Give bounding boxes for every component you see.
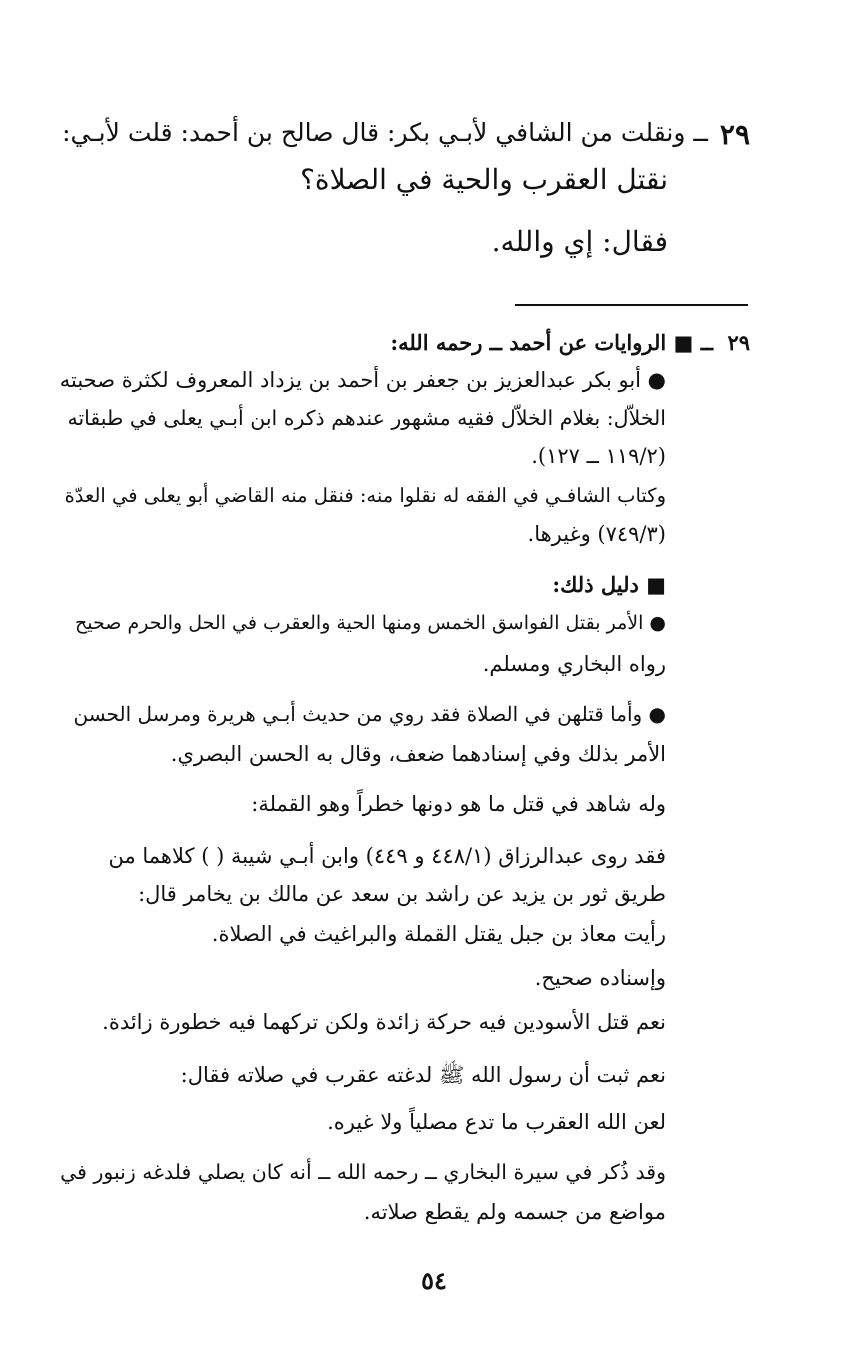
footnote-heading: ــ ■ الروايات عن أحمد ــ رحمه الله: <box>390 330 713 355</box>
footnote-line: ● أبو بكر عبدالعزيز بن جعفر بن أحمد بن يزداد المعروف لكثرة صحبته <box>59 368 666 392</box>
main-line-1: ــ ونقلت من الشافي لأبـي بكر: قال صالح بن أحمد: قلت لأبـي: <box>62 118 708 147</box>
footnote-separator <box>515 304 748 306</box>
entry-number: ٢٩ <box>719 118 750 151</box>
footnote-line: نعم قتل الأسودين فيه حركة زائدة ولكن تركهما فيه خطورة زائدة. <box>102 1010 666 1034</box>
footnote-subheading: ■ دليل ذلك: <box>552 572 666 597</box>
main-line-2: نقتل العقرب والحية في الصلاة؟ <box>300 163 668 196</box>
footnote-line: نعم ثبت أن رسول الله ﷺ لدغته عقرب في صلاته فقال: <box>180 1063 666 1087</box>
footnote-line: لعن الله العقرب ما تدع مصلياً ولا غيره. <box>327 1110 666 1134</box>
footnote-line: رواه البخاري ومسلم. <box>482 652 666 676</box>
footnote-line: ● وأما قتلهن في الصلاة فقد روي من حديث أبـي هريرة ومرسل الحسن <box>73 702 666 726</box>
footnote-line: فقد روى عبدالرزاق (٤٤٨/١ و ٤٤٩) وابن أبـي شيبة ( ) كلاهما من <box>108 844 666 868</box>
footnote-line: وإسناده صحيح. <box>534 966 666 990</box>
footnote-line: وكتاب الشافـي في الفقه له نقلوا منه: فنقل منه القاضي أبو يعلى في العدّة <box>64 484 666 507</box>
footnote-line: طريق ثور بن يزيد عن راشد بن سعد عن مالك بن يخامر قال: <box>138 882 666 906</box>
footnote-line: (٧٤٩/٣) وغيرها. <box>527 522 666 546</box>
footnote-line: الخلاّل: بغلام الخلاّل فقيه مشهور عندهم ذكره ابن أبـي يعلى في طبقاته <box>67 406 666 430</box>
main-line-3: فقال: إي والله. <box>491 225 668 258</box>
page-number: ٥٤ <box>421 1266 447 1295</box>
footnote-line: وقد ذُكر في سيرة البخاري ــ رحمه الله ــ أنه كان يصلي فلدغه زنبور في <box>60 1160 666 1184</box>
footnote-line: رأيت معاذ بن جبل يقتل القملة والبراغيث في الصلاة. <box>211 922 666 946</box>
footnote-line: مواضع من جسمه ولم يقطع صلاته. <box>363 1200 666 1224</box>
footnote-line: ● الأمر بقتل الفواسق الخمس ومنها الحية والعقرب في الحل والحرم صحيح <box>75 612 666 634</box>
footnote-line: (١١٩/٢ ــ ١٢٧). <box>531 444 666 468</box>
footnote-number: ٢٩ <box>727 330 750 355</box>
footnote-line: وله شاهد في قتل ما هو دونها خطراً وهو القملة: <box>251 792 666 816</box>
footnote-line: الأمر بذلك وفي إسنادهما ضعف، وقال به الحسن البصري. <box>170 742 666 766</box>
